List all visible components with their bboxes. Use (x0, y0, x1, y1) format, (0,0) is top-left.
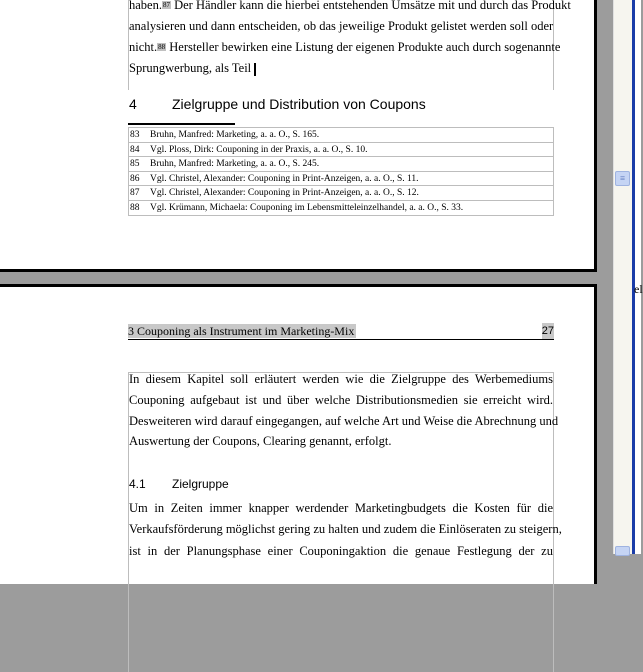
body-line: Couponing aufgebaut ist und über welche Distributionsmedien sie erreicht wird. (129, 393, 553, 407)
footnote-number: 86 (130, 173, 140, 184)
footnote-ref[interactable]: 88 (158, 43, 166, 51)
footnote-row (129, 186, 553, 201)
footnote-list (128, 127, 554, 216)
side-panel (635, 0, 641, 554)
page-header: 3 Couponing als Instrument im Marketing-Mix 27 (128, 324, 554, 338)
body-line: In diesem Kapitel soll erläutert werden wie die Zielgruppe des Werbemediums (129, 372, 553, 386)
body-line: ist in der Planungsphase einer Couponingaktion die genaue Festlegung der zu (129, 544, 553, 558)
body-line: haben.$^{87}$ Der Händler kann die hierbei entstehenden Umsätze mit und durch das Produkt (129, 0, 571, 12)
footnote-row (129, 201, 553, 216)
footnote-text: Vgl. Ploss, Dirk: Couponing in der Praxis, a. a. O., S. 10. (150, 144, 368, 155)
vertical-scrollbar[interactable] (613, 0, 632, 554)
footnote-separator (128, 123, 235, 125)
footnote-text: Vgl. Christel, Alexander: Couponing in Print-Anzeigen, a. a. O., S. 12. (150, 188, 419, 198)
section-heading: 4.1 Zielgruppe (129, 477, 229, 491)
text-cursor (254, 63, 256, 76)
body-line: nicht.$^{88}$ Hersteller bewirken eine Listung der eigenen Produkte auch durch sogenannte (129, 40, 561, 54)
body-line: analysieren und dann entscheiden, ob das jeweilige Produkt gelistet werden soll oder (129, 19, 554, 33)
page-number: 27 (541, 325, 554, 337)
footnote-number: 83 (130, 130, 140, 140)
footnote-row (129, 172, 553, 187)
footnote-row (129, 143, 553, 158)
body-line: Um in Zeiten immer knapper werdender Marketingbudgets die Kosten für die (129, 501, 553, 515)
scroll-thumb-grip-icon[interactable]: ≡ (615, 171, 630, 186)
body-line: Sprungwerbung, als Teil (129, 58, 553, 78)
document-page-1[interactable] (0, 0, 597, 272)
scroll-down-button[interactable] (615, 546, 630, 556)
footnote-number: 84 (130, 144, 140, 155)
footnote-ref[interactable]: 87 (162, 1, 170, 9)
footnote-number: 85 (130, 159, 140, 169)
document-page-2[interactable] (0, 284, 597, 584)
footnote-row (129, 157, 553, 172)
page-gap (0, 272, 600, 284)
footnote-number: 87 (130, 188, 140, 198)
body-line: Auswertung der Coupons, Clearing genannt, erfolgt. (129, 434, 392, 448)
side-panel-text: el (634, 282, 643, 296)
footnote-text: Vgl. Christel, Alexander: Couponing in Print-Anzeigen, a. a. O., S. 11. (150, 173, 419, 184)
body-line: Verkaufsförderung möglichst gering zu halten und zudem die Einlöseraten zu steigern, (129, 522, 562, 536)
chapter-heading: 4 Zielgruppe und Distribution von Coupons (129, 96, 426, 112)
footnote-number: 88 (130, 202, 140, 213)
footnote-text: Vgl. Krümann, Michaela: Couponing im Lebensmitteleinzelhandel, a. a. O., S. 33. (150, 202, 464, 213)
footnote-text: Bruhn, Manfred: Marketing, a. a. O., S. 165. (150, 130, 320, 140)
footnote-text: Bruhn, Manfred: Marketing, a. a. O., S. 245. (150, 159, 320, 169)
footnote-row (129, 128, 553, 143)
body-line: Desweiteren wird darauf eingegangen, auf welche Art und Weise die Abrechnung und (129, 414, 559, 428)
